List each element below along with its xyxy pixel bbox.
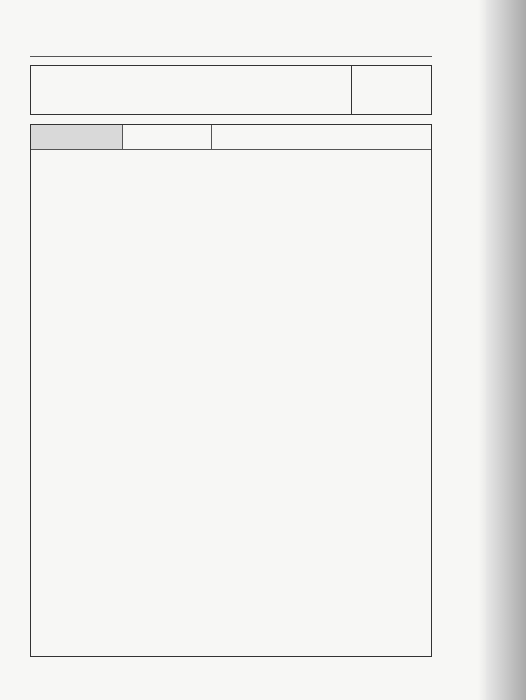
abbreviation-table (30, 124, 432, 657)
header-description (212, 125, 431, 130)
company-logo (31, 66, 133, 114)
header-explanation-cell (123, 125, 212, 149)
document-number (351, 66, 431, 114)
title-block (141, 69, 371, 113)
header-description-cell (212, 125, 431, 149)
header-symbol-en (31, 129, 122, 130)
table-header-row (31, 125, 431, 150)
report-header (30, 65, 432, 115)
header-explanation (123, 125, 211, 129)
header-rule (30, 56, 432, 57)
binding-shadow (478, 0, 526, 700)
header-symbol-cell (31, 125, 123, 149)
